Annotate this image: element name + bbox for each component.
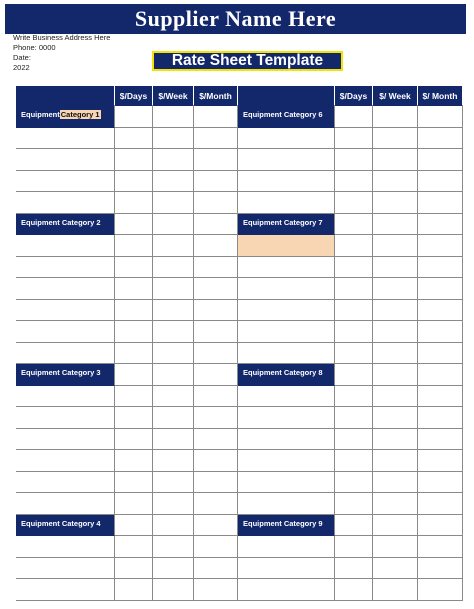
table-cell[interactable] <box>373 192 418 214</box>
phone: Phone: 0000 <box>13 43 56 52</box>
table-cell[interactable] <box>238 321 335 343</box>
table-cell[interactable] <box>238 536 335 558</box>
table-cell[interactable] <box>153 536 194 558</box>
date-label: Date: <box>13 53 31 62</box>
category-label: Equipment Category 6 <box>243 110 323 119</box>
table-cell[interactable] <box>418 149 463 171</box>
table-cell[interactable] <box>238 493 335 515</box>
category-header <box>16 106 115 128</box>
column-header-label: $/Week <box>158 90 188 101</box>
table-cell[interactable] <box>373 321 418 343</box>
column-header-label: $/ Month <box>422 90 458 101</box>
table-cell[interactable] <box>373 214 418 236</box>
table-cell[interactable] <box>335 128 373 150</box>
table-cell[interactable] <box>418 257 463 279</box>
table-cell[interactable] <box>153 149 194 171</box>
table-cell[interactable] <box>238 472 335 494</box>
table-cell[interactable] <box>194 257 238 279</box>
table-cell[interactable] <box>373 364 418 386</box>
table-cell[interactable] <box>373 515 418 537</box>
table-cell[interactable] <box>16 493 115 515</box>
table-cell[interactable] <box>16 386 115 408</box>
category-label: Equipment Category 2 <box>21 217 101 227</box>
column-header <box>115 86 153 106</box>
table-cell[interactable] <box>373 235 418 257</box>
table-cell[interactable] <box>115 364 153 386</box>
column-header <box>238 86 335 106</box>
table-cell[interactable] <box>16 407 115 429</box>
table-cell[interactable] <box>115 515 153 537</box>
table-cell[interactable] <box>335 300 373 322</box>
table-cell[interactable] <box>115 192 153 214</box>
table-cell[interactable] <box>373 149 418 171</box>
table-cell[interactable] <box>153 278 194 300</box>
table-cell[interactable] <box>238 450 335 472</box>
table-cell[interactable] <box>373 536 418 558</box>
table-cell[interactable] <box>153 386 194 408</box>
table-cell[interactable] <box>418 579 463 601</box>
table-cell[interactable] <box>153 300 194 322</box>
category-header <box>238 515 335 537</box>
year: 2022 <box>13 63 30 72</box>
table-cell[interactable] <box>373 429 418 451</box>
table-cell[interactable] <box>335 214 373 236</box>
table-cell[interactable] <box>194 579 238 601</box>
table-cell[interactable] <box>194 300 238 322</box>
rate-sheet-title <box>152 51 343 71</box>
table-cell[interactable] <box>373 558 418 580</box>
table-cell[interactable] <box>194 450 238 472</box>
category-label: Equipment Category 8 <box>243 368 323 377</box>
table-cell[interactable] <box>335 343 373 365</box>
table-cell[interactable] <box>115 493 153 515</box>
table-cell[interactable] <box>16 579 115 601</box>
table-cell[interactable] <box>335 321 373 343</box>
table-cell[interactable] <box>373 472 418 494</box>
table-cell[interactable] <box>335 171 373 193</box>
category-header <box>238 106 335 128</box>
supplier-name-banner <box>5 4 466 34</box>
table-cell[interactable] <box>335 579 373 601</box>
table-cell[interactable] <box>16 536 115 558</box>
column-header <box>373 86 418 106</box>
table-cell[interactable] <box>373 171 418 193</box>
table-cell[interactable] <box>418 429 463 451</box>
table-cell[interactable] <box>16 235 115 257</box>
column-header-label: $/Month <box>199 90 232 101</box>
table-cell[interactable] <box>115 235 153 257</box>
table-cell[interactable] <box>373 450 418 472</box>
table-cell[interactable] <box>194 128 238 150</box>
column-header-label: $/ Week <box>379 90 411 101</box>
table-cell[interactable] <box>194 278 238 300</box>
table-cell[interactable] <box>418 321 463 343</box>
table-cell[interactable] <box>153 321 194 343</box>
table-cell[interactable] <box>418 364 463 386</box>
business-address: Write Business Address Here <box>13 33 111 42</box>
table-cell[interactable] <box>115 472 153 494</box>
table-cell[interactable] <box>194 536 238 558</box>
table-cell[interactable] <box>115 579 153 601</box>
table-cell[interactable] <box>194 214 238 236</box>
supplier-name: Supplier Name Here <box>134 6 337 31</box>
table-cell[interactable] <box>335 450 373 472</box>
table-cell[interactable] <box>373 300 418 322</box>
table-cell[interactable] <box>115 278 153 300</box>
table-cell[interactable] <box>238 235 335 257</box>
table-cell[interactable] <box>335 235 373 257</box>
table-cell[interactable] <box>373 386 418 408</box>
table-cell[interactable] <box>194 364 238 386</box>
category-header <box>16 214 115 236</box>
table-cell[interactable] <box>194 386 238 408</box>
table-cell[interactable] <box>194 235 238 257</box>
table-cell[interactable] <box>16 278 115 300</box>
table-cell[interactable] <box>115 536 153 558</box>
table-cell[interactable] <box>16 450 115 472</box>
table-cell[interactable] <box>16 128 115 150</box>
table-cell[interactable] <box>373 128 418 150</box>
table-cell[interactable] <box>16 257 115 279</box>
table-cell[interactable] <box>194 321 238 343</box>
table-cell[interactable] <box>194 171 238 193</box>
table-cell[interactable] <box>115 300 153 322</box>
table-cell[interactable] <box>335 558 373 580</box>
rate-sheet-title-text: Rate Sheet Template <box>171 52 324 69</box>
table-cell[interactable] <box>115 407 153 429</box>
table-cell[interactable] <box>418 472 463 494</box>
table-cell[interactable] <box>194 515 238 537</box>
table-cell[interactable] <box>16 171 115 193</box>
table-cell[interactable] <box>238 128 335 150</box>
table-cell[interactable] <box>238 192 335 214</box>
table-cell[interactable] <box>373 579 418 601</box>
table-cell[interactable] <box>115 171 153 193</box>
table-cell[interactable] <box>335 278 373 300</box>
table-cell[interactable] <box>194 106 238 128</box>
table-cell[interactable] <box>153 493 194 515</box>
table-cell[interactable] <box>115 149 153 171</box>
category-label: Equipment Category 3 <box>21 368 101 377</box>
table-cell[interactable] <box>16 343 115 365</box>
column-header <box>16 86 115 106</box>
column-header-label: $/Days <box>119 90 148 101</box>
table-cell[interactable] <box>16 558 115 580</box>
category-header <box>16 364 115 386</box>
table-cell[interactable] <box>153 429 194 451</box>
table-cell[interactable] <box>335 364 373 386</box>
table-cell[interactable] <box>335 407 373 429</box>
table-cell[interactable] <box>238 300 335 322</box>
table-cell[interactable] <box>115 106 153 128</box>
category-header <box>238 214 335 236</box>
category-label: Equipment Category 4 <box>21 518 101 528</box>
category-label-prefix: Equipment <box>21 110 60 119</box>
table-cell[interactable] <box>238 149 335 171</box>
table-cell[interactable] <box>335 192 373 214</box>
table-cell[interactable] <box>153 214 194 236</box>
table-cell[interactable] <box>373 493 418 515</box>
table-cell[interactable] <box>115 321 153 343</box>
table-cell[interactable] <box>418 214 463 236</box>
table-cell[interactable] <box>194 472 238 494</box>
column-header <box>335 86 373 106</box>
table-cell[interactable] <box>238 171 335 193</box>
table-cell[interactable] <box>153 364 194 386</box>
category-label: Equipment Category 9 <box>243 518 323 528</box>
table-cell[interactable] <box>373 257 418 279</box>
table-cell[interactable] <box>16 300 115 322</box>
table-cell[interactable] <box>238 257 335 279</box>
table-cell[interactable] <box>153 235 194 257</box>
column-header <box>194 86 238 106</box>
table-cell[interactable] <box>418 558 463 580</box>
table-cell[interactable] <box>373 343 418 365</box>
table-cell[interactable] <box>115 450 153 472</box>
table-cell[interactable] <box>418 536 463 558</box>
table-cell[interactable] <box>16 472 115 494</box>
table-cell[interactable] <box>115 343 153 365</box>
table-cell[interactable] <box>194 192 238 214</box>
table-cell[interactable] <box>153 515 194 537</box>
table-cell[interactable] <box>238 429 335 451</box>
category-header <box>238 364 335 386</box>
table-cell[interactable] <box>418 192 463 214</box>
table-cell[interactable] <box>153 450 194 472</box>
table-cell[interactable] <box>16 321 115 343</box>
column-header-label: $/Days <box>339 90 368 101</box>
table-cell[interactable] <box>115 429 153 451</box>
table-cell[interactable] <box>335 257 373 279</box>
table-cell[interactable] <box>418 493 463 515</box>
table-cell[interactable] <box>373 278 418 300</box>
table-cell[interactable] <box>153 128 194 150</box>
table-cell[interactable] <box>238 579 335 601</box>
table-cell[interactable] <box>153 579 194 601</box>
table-cell[interactable] <box>194 407 238 429</box>
table-cell[interactable] <box>373 407 418 429</box>
table-cell[interactable] <box>16 149 115 171</box>
table-cell[interactable] <box>238 558 335 580</box>
table-cell[interactable] <box>418 278 463 300</box>
table-cell[interactable] <box>115 128 153 150</box>
table-cell[interactable] <box>194 343 238 365</box>
table-cell[interactable] <box>153 257 194 279</box>
table-cell[interactable] <box>335 515 373 537</box>
table-cell[interactable] <box>153 171 194 193</box>
table-cell[interactable] <box>418 171 463 193</box>
table-cell[interactable] <box>238 343 335 365</box>
table-cell[interactable] <box>153 472 194 494</box>
table-cell[interactable] <box>238 386 335 408</box>
table-cell[interactable] <box>238 278 335 300</box>
table-cell[interactable] <box>115 558 153 580</box>
table-cell[interactable] <box>418 407 463 429</box>
table-cell[interactable] <box>418 128 463 150</box>
table-cell[interactable] <box>335 429 373 451</box>
table-cell[interactable] <box>153 343 194 365</box>
table-cell[interactable] <box>335 106 373 128</box>
table-cell[interactable] <box>418 235 463 257</box>
table-cell[interactable] <box>418 450 463 472</box>
table-cell[interactable] <box>115 214 153 236</box>
category-header <box>16 515 115 537</box>
table-cell[interactable] <box>194 558 238 580</box>
table-cell[interactable] <box>335 472 373 494</box>
table-cell[interactable] <box>335 493 373 515</box>
table-cell[interactable] <box>418 386 463 408</box>
table-cell[interactable] <box>335 149 373 171</box>
table-cell[interactable] <box>418 343 463 365</box>
table-cell[interactable] <box>194 493 238 515</box>
table-cell[interactable] <box>153 558 194 580</box>
category-label: Equipment Category 7 <box>243 217 323 227</box>
table-cell[interactable] <box>16 429 115 451</box>
table-cell[interactable] <box>194 429 238 451</box>
table-cell[interactable] <box>335 536 373 558</box>
table-cell[interactable] <box>418 515 463 537</box>
table-cell[interactable] <box>153 106 194 128</box>
table-cell[interactable] <box>16 192 115 214</box>
table-cell[interactable] <box>115 386 153 408</box>
column-header <box>418 86 463 106</box>
table-cell[interactable] <box>418 106 463 128</box>
category-label-highlight: Category 1 <box>60 110 100 119</box>
table-cell[interactable] <box>153 407 194 429</box>
table-cell[interactable] <box>115 257 153 279</box>
table-cell[interactable] <box>335 386 373 408</box>
table-cell[interactable] <box>194 149 238 171</box>
table-cell[interactable] <box>418 300 463 322</box>
table-cell[interactable] <box>153 192 194 214</box>
table-cell[interactable] <box>373 106 418 128</box>
table-cell[interactable] <box>238 407 335 429</box>
column-header <box>153 86 194 106</box>
